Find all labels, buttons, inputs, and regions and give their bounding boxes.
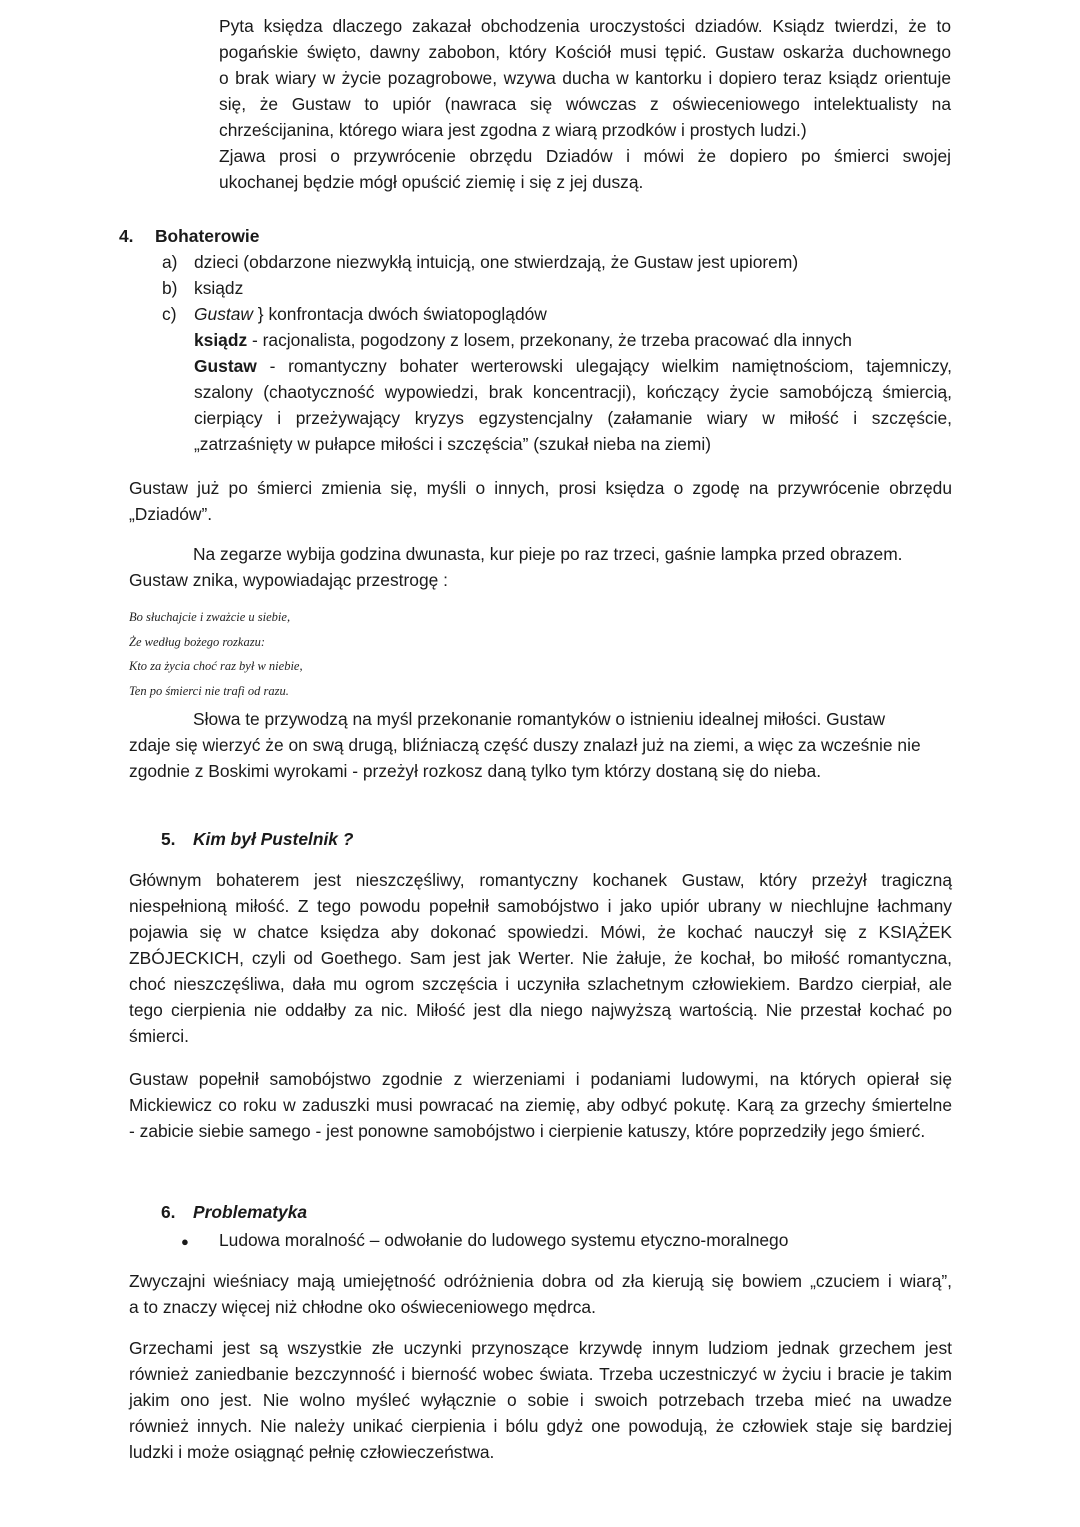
list-item (162, 249, 952, 275)
words-paragraph (129, 706, 952, 784)
section-number: 4. (119, 226, 134, 246)
text-line: również innych. Nie należy unikać cierpienia i bólu gdyż one powodują, że człowiek staje się bardziej (129, 1416, 952, 1436)
poem-line: Że według bożego rozkazu: (129, 634, 265, 649)
text-line: Grzechami jest są wszystkie złe uczynki przynoszące krzywdę innym ludziom jednak grzechem jest (129, 1338, 952, 1358)
gustaw-description (194, 353, 952, 379)
text-line: śmierci. (129, 1026, 189, 1046)
gustaw-desc-text: - romantyczny bohater werterowski ulegający wielkim namiętnościom, tajemniczy, (256, 356, 952, 376)
poem-line: Ten po śmierci nie trafi od razu. (129, 683, 289, 698)
poem-line: Kto za życia choć raz był w niebie, (129, 659, 303, 673)
section-title: Problematyka (193, 1202, 308, 1222)
text-line: zdaje się wierzyć że on swą drugą, bliźniaczą część duszy znalazł już na ziemi, a więc za wcześnie nie (129, 735, 921, 755)
text-line: o brak wiary w życie pozagrobowe, wzywa ducha w kantorku i dopiero teraz ksiądz orientuje (219, 68, 951, 88)
text-line: Słowa te przywodzą na myśl przekonanie romantyków o istnieniu idealnej miłości. Gustaw (193, 709, 886, 729)
text-line: Gustaw znika, wypowiadając przestrogę : (129, 570, 448, 590)
text-line: choć nieszczęśliwa, dała mu ogrom szczęścia i uczyniła szlachetnym człowiekiem. Bardzo cierpiał, ale (129, 974, 952, 994)
list-text: dzieci (obdarzone niezwykłą intuicją, one stwierdzają, że Gustaw jest upiorem) (194, 252, 799, 272)
text-line: Na zegarze wybija godzina dwunasta, kur pieje po raz trzeci, gaśnie lampka przed obrazem. (193, 544, 903, 564)
text-line: tego cierpienia nie oddałby za nic. Miłość jest dla niego najwyższą wartością. Nie przestał kochać po (129, 1000, 952, 1020)
list-label: c) (162, 304, 177, 324)
list-label: a) (162, 252, 178, 272)
text-line: niespełnioną miłość. Z tego powodu popełnił samobójstwo i jako upiór ubrany w niechlujne łachmany (129, 896, 952, 916)
priest-name: ksiądz (194, 330, 248, 350)
text-line: ukochanej będzie mógł opuścić ziemię i się z jej duszą. (219, 172, 644, 192)
text-line: jakim ono jest. Nie wolno myśleć wyłącznie o sobie i swoich potrzebach trzeba mieć na uwadze (129, 1390, 952, 1410)
text-line: Gustaw popełnił samobójstwo zgodnie z wierzeniami i podaniami ludowymi, na których opierał się (129, 1069, 952, 1089)
poem-quote (129, 605, 629, 703)
text-line: - zabicie siebie samego - jest ponowne samobójstwo i cierpienie katuszy, które poprzedziły jego śmierć. (129, 1121, 926, 1141)
text-line: „zatrzaśnięty w pułapce miłości i szczęścia” (szukał nieba na ziemi) (194, 434, 712, 454)
text-line: pojawia się w chatce księdza aby dokonać spowiedzi. Mówi, że kochać nauczył się z KSIĄŻEK (129, 922, 952, 942)
priest-desc-text: - racjonalista, pogodzony z losem, przekonany, że trzeba pracować dla innych (247, 330, 852, 350)
problem-paragraph-1 (129, 1268, 952, 1320)
section-number: 6. (161, 1202, 176, 1222)
text-line: a to znaczy więcej niż chłodne oko oświeceniowego mędrca. (129, 1297, 596, 1317)
problem-bullet (161, 1227, 951, 1255)
text-line: ZBÓJECKICH, czyli od Goethego. Sam jest jak Werter. Nie żałuje, że kochał, bo miłość romantyczna, (129, 948, 952, 968)
text-line: chrześcijanina, którego wiara jest zgodna z wiarą przodków i prostych ludzi.) (219, 120, 807, 140)
section-4-heading (119, 223, 259, 249)
intro-paragraph (219, 13, 951, 195)
text-line: również zaniedbanie bezczynność i bierność wobec świata. Trzeba uczestniczyć w życiu i bracie je takim (129, 1364, 952, 1384)
text-line: się, że Gustaw to upiór (nawraca się wówczas z oświeceniowego intelektualisty na (219, 94, 951, 114)
text-line: Zwyczajni wieśniacy mają umiejętność odróżnienia dobra od zła kierują się bowiem „czuciem i wiarą”, (129, 1271, 952, 1291)
section-number: 5. (161, 829, 176, 849)
hermit-paragraph-1 (129, 867, 952, 1049)
hermit-paragraph-2 (129, 1066, 952, 1144)
clock-paragraph (129, 541, 952, 593)
after-death-paragraph (129, 475, 952, 527)
characters-descriptions (194, 327, 952, 457)
text-line: ludzki i może osiągnąć pełnię człowieczeństwa. (129, 1442, 495, 1462)
section-5-heading (161, 826, 353, 852)
text-line: „Dziadów”. (129, 504, 213, 524)
list-label: b) (162, 278, 178, 298)
characters-list (162, 249, 952, 327)
bullet-icon: ● (181, 1234, 189, 1249)
list-name: Gustaw (194, 304, 253, 324)
section-title: Bohaterowie (155, 226, 260, 246)
problem-paragraph-2 (129, 1335, 952, 1465)
section-6-heading (161, 1199, 307, 1225)
list-text: ksiądz (194, 278, 244, 298)
gustaw-name: Gustaw (194, 356, 257, 376)
text-line: zgodnie z Boskimi wyrokami - przeżył rozkosz daną tylko tym którzy dostaną się do nieba. (129, 761, 822, 781)
text-line: Pyta księdza dlaczego zakazał obchodzenia uroczystości dziadów. Ksiądz twierdzi, że to (219, 16, 951, 36)
text-line: Mickiewicz co roku w zaduszki musi powracać na ziemię, aby odbyć pokutę. Karą za grzechy śmiertelne (129, 1095, 952, 1115)
poem-line: Bo słuchajcie i zważcie u siebie, (129, 610, 291, 624)
list-item (162, 301, 952, 327)
list-text: } konfrontacja dwóch światopoglądów (252, 304, 547, 324)
bullet-text: Ludowa moralność – odwołanie do ludowego systemu etyczno-moralnego (219, 1230, 789, 1250)
list-item (162, 275, 952, 301)
text-line: cierpiący i przeżywający kryzys egzystencjalny (załamanie wiary w miłość i szczęście, (194, 408, 952, 428)
text-line: Zjawa prosi o przywrócenie obrzędu Dziadów i mówi że dopiero po śmierci swojej (219, 146, 951, 166)
text-line: Głównym bohaterem jest nieszczęśliwy, romantyczny kochanek Gustaw, który przeżył tragiczną (129, 870, 952, 890)
text-line: szalony (chaotyczność wypowiedzi, brak koncentracji), kończący życie samobójczą śmiercią, (194, 382, 952, 402)
priest-description (194, 327, 952, 353)
text-line: pogańskie święto, dawny zabobon, który Kościół musi tępić. Gustaw oskarża duchownego (219, 42, 951, 62)
text-line: Gustaw już po śmierci zmienia się, myśli o innych, prosi księdza o zgodę na przywrócenie obrzędu (129, 478, 952, 498)
section-title: Kim był Pustelnik ? (193, 829, 354, 849)
